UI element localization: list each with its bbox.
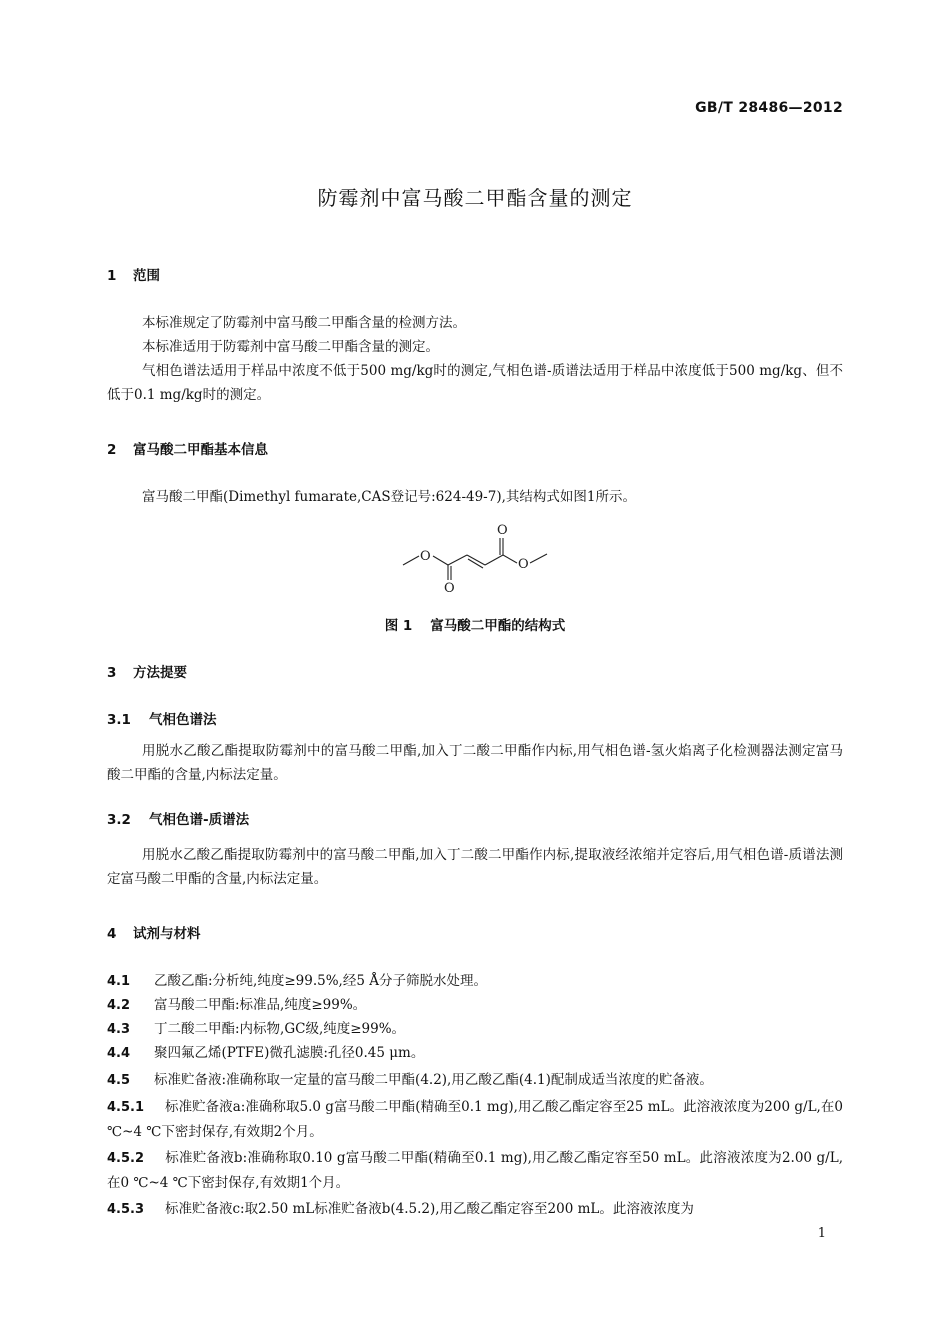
subsection-3-1-heading (107, 708, 217, 728)
section-title: 试剂与材料 (133, 926, 201, 942)
paragraph: 用脱水乙酸乙酯提取防霉剂中的富马酸二甲酯,加入丁二酸二甲酯作内标,用气相色谱-氢火焰离子化检测器法测定富马酸二甲酯的含量,内标法定量。 (107, 743, 843, 783)
item-text: 标准贮备液a:准确称取5.0 g富马酸二甲酯(精确至0.1 mg),用乙酸乙酯定容至25 mL。此溶液浓度为200 g/L,在0 ℃~4 ℃下密封保存,有效期2个月。 (107, 1099, 843, 1140)
oxygen-atom: O (497, 523, 508, 538)
bond (433, 556, 448, 565)
page-number: 1 (817, 1226, 826, 1241)
paragraph: 本标准适用于防霉剂中富马酸二甲酯含量的测定。 (142, 339, 439, 355)
section-title: 富马酸二甲酯基本信息 (133, 442, 268, 458)
list-item (107, 1068, 843, 1093)
section-title: 气相色谱法 (149, 712, 217, 728)
list-item (107, 1017, 843, 1042)
bond (403, 556, 419, 565)
item-number: 4.5.1 (107, 1100, 145, 1115)
section-number: 2 (107, 442, 117, 458)
paragraph: 本标准规定了防霉剂中富马酸二甲酯含量的检测方法。 (142, 315, 466, 331)
document-title: 防霉剂中富马酸二甲酯含量的测定 (317, 186, 633, 210)
paragraph: 气相色谱法适用于样品中浓度不低于500 mg/kg时的测定,气相色谱-质谱法适用于样品中浓度低于500 mg/kg、但不低于0.1 mg/kg时的测定。 (107, 363, 843, 403)
item-number: 4.2 (107, 998, 131, 1013)
bond (503, 555, 517, 563)
bond (530, 554, 547, 563)
item-text: 丁二酸二甲酯:内标物,GC级,纯度≥99%。 (154, 1021, 406, 1037)
structure-diagram (395, 520, 555, 595)
subsection-3-2-heading (107, 808, 249, 828)
section-number: 4 (107, 926, 117, 942)
figure-caption (0, 614, 950, 634)
paragraph: 用脱水乙酸乙酯提取防霉剂中的富马酸二甲酯,加入丁二酸二甲酯作内标,提取液经浓缩并定容后,用气相色谱-质谱法测定富马酸二甲酯的含量,内标法定量。 (107, 847, 843, 887)
item-text: 标准贮备液b:准确称取0.10 g富马酸二甲酯(精确至0.1 mg),用乙酸乙酯定容至50 mL。此溶液浓度为2.00 g/L,在0 ℃~4 ℃下密封保存,有效期1个月。 (107, 1150, 843, 1191)
item-text: 乙酸乙酯:分析纯,纯度≥99.5%,经5 Å分子筛脱水处理。 (154, 973, 487, 989)
figure-title: 富马酸二甲酯的结构式 (430, 618, 566, 634)
figure-number: 图 1 (384, 618, 413, 634)
item-text: 富马酸二甲酯:标准品,纯度≥99%。 (154, 997, 367, 1013)
paragraph: 富马酸二甲酯(Dimethyl fumarate,CAS登记号:624-49-7),其结构式如图1所示。 (142, 489, 636, 505)
section-4-heading (107, 922, 201, 942)
section-title: 范围 (133, 268, 160, 284)
list-item (107, 993, 843, 1018)
list-item (107, 1041, 843, 1066)
standard-code: GB/T 28486—2012 (695, 100, 843, 116)
section-3-heading (107, 661, 187, 681)
bond (485, 555, 503, 565)
section-number: 3.1 (107, 712, 131, 728)
item-number: 4.4 (107, 1046, 131, 1061)
item-text: 聚四氟乙烯(PTFE)微孔滤膜:孔径0.45 μm。 (154, 1045, 425, 1061)
oxygen-atom: O (420, 549, 431, 564)
item-number: 4.5.2 (107, 1151, 145, 1166)
bond (448, 555, 467, 565)
list-item (107, 1095, 843, 1144)
list-item (107, 969, 843, 994)
section-number: 3.2 (107, 812, 131, 828)
section-1-heading (107, 264, 160, 284)
section-2-heading (107, 438, 268, 458)
list-item (107, 1197, 843, 1222)
oxygen-atom: O (518, 557, 529, 572)
oxygen-atom: O (444, 581, 455, 595)
item-number: 4.1 (107, 974, 131, 989)
section-number: 3 (107, 665, 117, 681)
item-number: 4.3 (107, 1022, 131, 1037)
item-number: 4.5.3 (107, 1202, 145, 1217)
section-title: 气相色谱-质谱法 (149, 812, 250, 828)
list-item (107, 1146, 843, 1195)
section-title: 方法提要 (133, 665, 187, 681)
item-number: 4.5 (107, 1073, 131, 1088)
section-number: 1 (107, 268, 117, 284)
item-text: 标准贮备液:准确称取一定量的富马酸二甲酯(4.2),用乙酸乙酯(4.1)配制成适当浓度的贮备液。 (154, 1072, 713, 1088)
item-text: 标准贮备液c:取2.50 mL标准贮备液b(4.5.2),用乙酸乙酯定容至200 mL。此溶液浓度为 (165, 1201, 694, 1217)
